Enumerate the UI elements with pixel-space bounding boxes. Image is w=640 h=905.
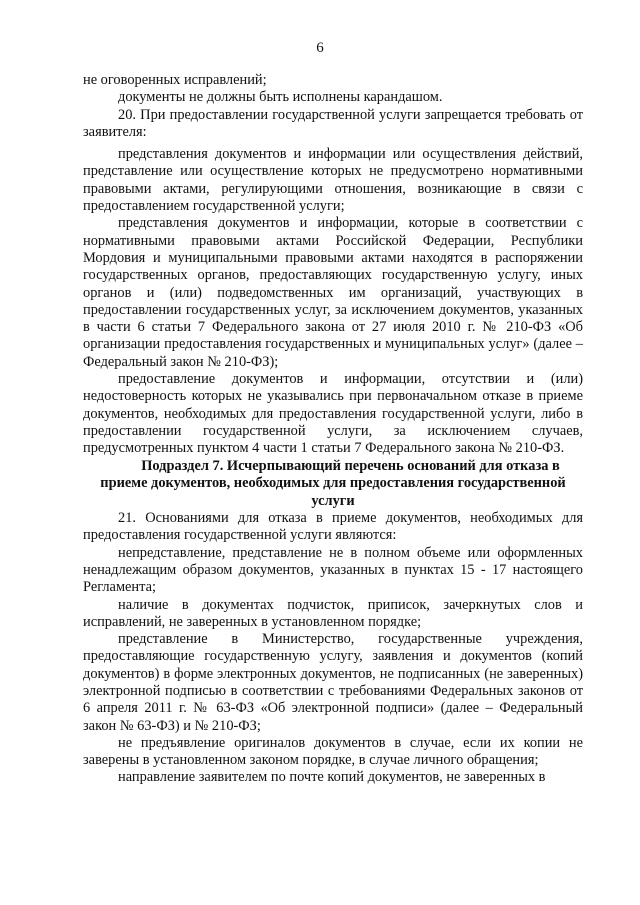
paragraph: направление заявителем по почте копий документов, не заверенных в <box>118 769 546 786</box>
document-body <box>83 72 583 787</box>
paragraph: 21. Основаниями для отказа в приеме документов, необходимых для предоставления государственной услуги являются: <box>83 510 583 544</box>
paragraph: представления документов и информации, которые в соответствии с нормативными правовыми актами Российской Федерации, Республики Мордовия и муниципальными правовыми актами находятся в распоряжении государственных органов, предоставляющих государственную услугу, иных органов и (или) подведомственных им организаций, участвующих в предоставлении государственных услуг, за исключением документов, указанных в части 6 статьи 7 Федерального закона от 27 июля 2010 г. № 210-ФЗ «Об организации предоставления государственных и муниципальных услуг» (далее – Федеральный закон № 210-ФЗ); <box>83 215 583 370</box>
paragraph: непредставление, представление не в полном объеме или оформленных ненадлежащим образом документов, указанных в пунктах 15 - 17 настоящего Регламента; <box>83 544 583 596</box>
paragraph: документы не должны быть исполнены карандашом. <box>118 89 443 106</box>
paragraph: не предъявление оригиналов документов в случае, если их копии не заверены в установленном законом порядке, в случае личного обращения; <box>83 734 583 769</box>
paragraph: 20. При предоставлении государственной услуги запрещается требовать от заявителя: <box>83 106 583 140</box>
paragraph: не оговоренных исправлений; <box>83 72 267 88</box>
section-heading: Подраздел 7. Исчерпывающий перечень оснований для отказа в приеме документов, необходимых для предоставления государственной услуги <box>100 457 566 509</box>
paragraph: наличие в документах подчисток, приписок, зачеркнутых слов и исправлений, не заверенных в установленном порядке; <box>83 596 583 630</box>
paragraph: представления документов и информации или осуществления действий, представление или осуществление которых не предусмотрено нормативными правовыми актами, регулирующими отношения, возникающие в связи с предоставлением государственной услуги; <box>83 146 583 215</box>
page-number: 6 <box>316 40 324 56</box>
paragraph: предоставление документов и информации, отсутствии и (или) недостоверность которых не указывались при первоначальном отказе в приеме документов, необходимых для предоставления государственной услуги, либо в предоставлении государственной услуги, за исключением случаев, предусмотренных пунктом 4 части 1 статьи 7 Федерального закона № 210-ФЗ. <box>83 371 583 457</box>
paragraph: представление в Министерство, государственные учреждения, предоставляющие государственную услугу, заявления и документов (копий документов) в форме электронных документов, не подписанных (не заверенных) электронной подписью в соответствии с требованиями Федеральных законов от 6 апреля 2011 г. № 63-ФЗ «Об электронной подписи» (далее – Федеральный закон № 63-ФЗ) и № 210-ФЗ; <box>83 631 583 734</box>
